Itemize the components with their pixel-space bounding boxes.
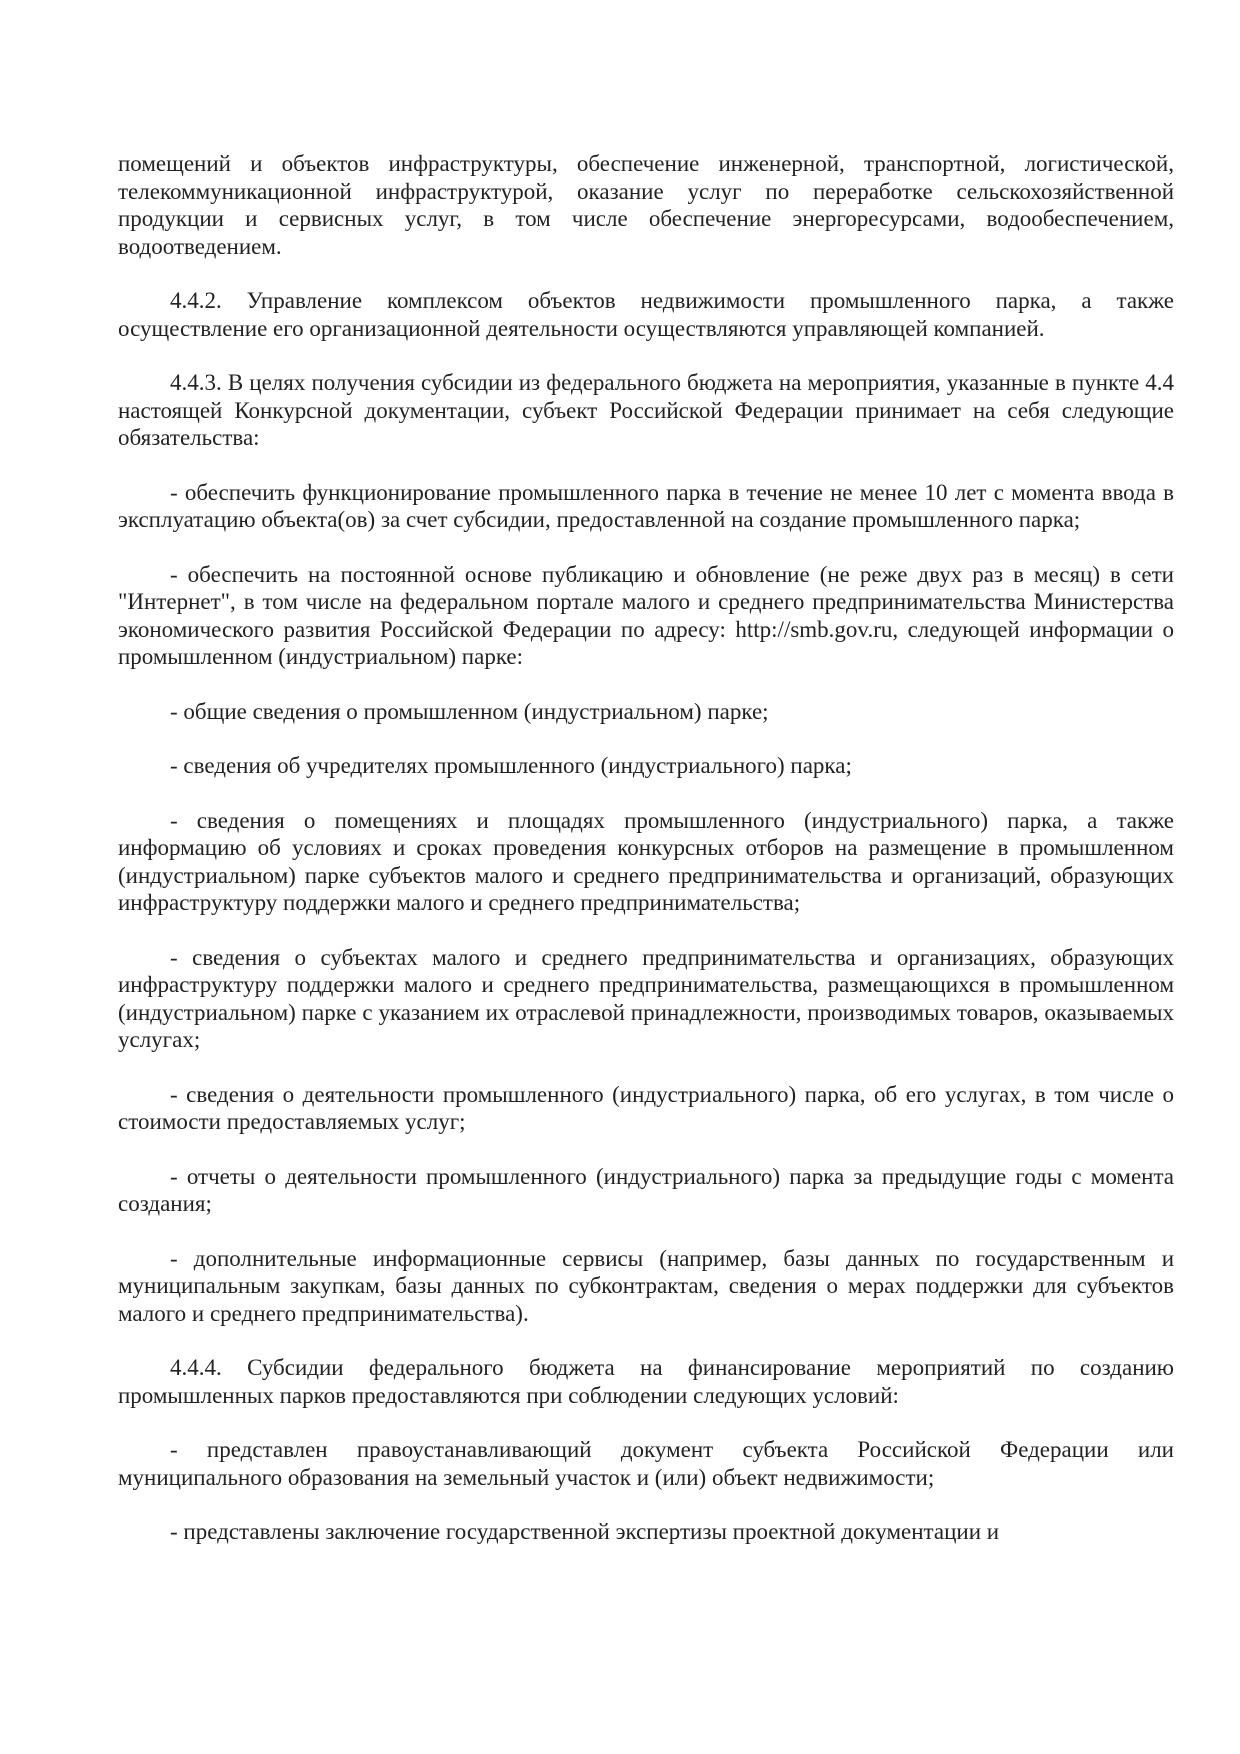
list-item-founders: - сведения об учредителях промышленного (индустриального) парка;: [170, 753, 852, 778]
paragraph-4-4-3: 4.4.3. В целях получения субсидии из федерального бюджета на мероприятия, указанные в пункте 4.4 настоящей Конкурсной документации, субъект Российской Федерации принимает на себя следующие обязательства:: [118, 370, 1174, 450]
list-item-activity: - сведения о деятельности промышленного (индустриального) парка, об его услугах, в том числе о стоимости предоставляемых услуг;: [118, 1081, 1174, 1134]
paragraph-4-4-4: 4.4.4. Субсидии федерального бюджета на финансирование мероприятий по созданию промышленных парков предоставляются при соблюдении следующих условий:: [118, 1355, 1174, 1408]
list-item-general-info: - общие сведения о промышленном (индустриальном) парке;: [170, 698, 769, 724]
list-item-expertise: - представлены заключение государственной экспертизы проектной документации и: [170, 1519, 1000, 1544]
list-item-operation-10-years: - обеспечить функционирование промышленного парка в течение не менее 10 лет с момента ввода в эксплуатацию объекта(ов) за счет субсидии, предоставленной на создание промышленного парка;: [118, 479, 1174, 532]
list-item-premises: - сведения о помещениях и площадях промышленного (индустриального) парка, а также информацию об условиях и сроках проведения конкурсных отборов на размещение в промышленном (индустриальном) парке субъектов малого и среднего предпринимательства и организаций, образующих инфраструктуру поддержки малого и среднего предпринимательства;: [118, 807, 1174, 915]
paragraph-4-4-2: 4.4.2. Управление комплексом объектов недвижимости промышленного парка, а также осуществление его организационной деятельности осуществляются управляющей компанией.: [118, 288, 1174, 341]
list-item-residents: - сведения о субъектах малого и среднего предпринимательства и организациях, образующих инфраструктуру поддержки малого и среднего предпринимательства, размещающихся в промышленном (индустриальном) парке с указанием их отраслевой принадлежности, производимых товаров, оказываемых услугах;: [118, 944, 1174, 1052]
list-item-reports: - отчеты о деятельности промышленного (индустриального) парка за предыдущие годы с момента создания;: [118, 1163, 1174, 1216]
document-page: [118, 150, 1174, 1546]
list-item-title-document: - представлен правоустанавливающий документ субъекта Российской Федерации или муниципального образования на земельный участок и (или) объект недвижимости;: [118, 1437, 1174, 1490]
paragraph-infrastructure-continuation: помещений и объектов инфраструктуры, обеспечение инженерной, транспортной, логистической, телекоммуникационной инфраструктурой, оказание услуг по переработке сельскохозяйственной продукции и сервисных услуг, в том числе обеспечение энергоресурсами, водообеспечением, водоотведением.: [118, 151, 1174, 259]
list-item-additional-services: - дополнительные информационные сервисы (например, базы данных по государственным и муниципальным закупкам, базы данных по субконтрактам, сведения о мерах поддержки для субъектов малого и среднего предпринимательства).: [118, 1245, 1174, 1326]
list-item-internet-publication: - обеспечить на постоянной основе публикацию и обновление (не реже двух раз в месяц) в сети "Интернет", в том числе на федеральном портале малого и среднего предпринимательства Министерства экономического развития Российской Федерации по адресу: http://smb.gov.ru, следующей информации о промышленном (индустриальном) парке:: [118, 561, 1174, 669]
